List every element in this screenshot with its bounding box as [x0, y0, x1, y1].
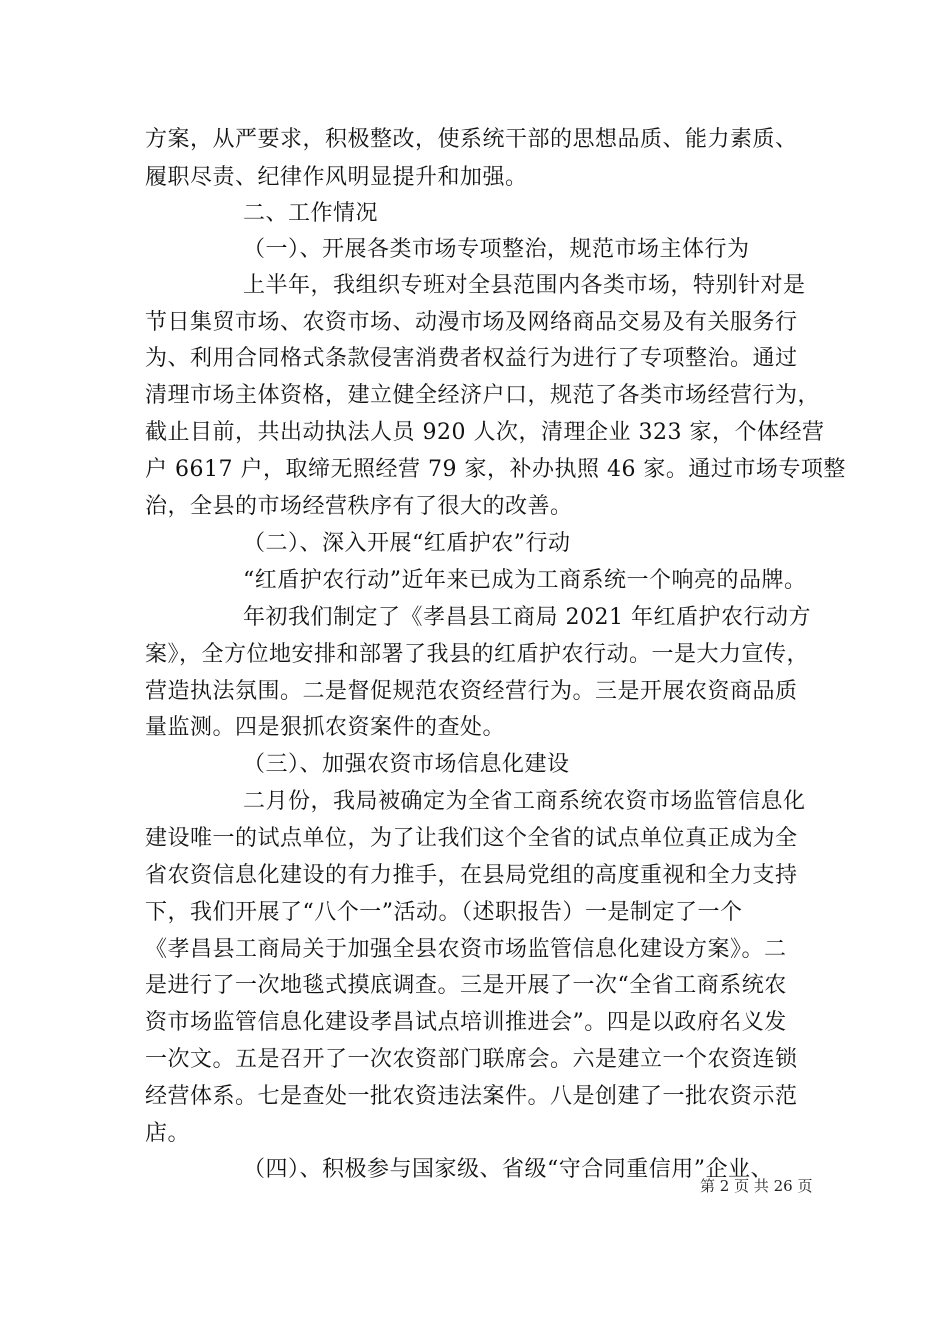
- subsection-heading: （二）、深入开展“红盾护农”行动: [243, 531, 571, 556]
- text-line: 履职尽责、纪律作风明显提升和加强。: [145, 165, 528, 190]
- text-line: 为、利用合同格式条款侵害消费者权益行为进行了专项整治。通过: [145, 346, 798, 371]
- text-line: 资市场监管信息化建设孝昌试点培训推进会”。四是以政府名义发: [145, 1010, 787, 1035]
- text-line: 一次文。五是召开了一次农资部门联席会。六是建立一个农资连锁: [145, 1047, 798, 1072]
- text-line: 年初我们制定了《孝昌县工商局 2021 年红盾护农行动方: [243, 605, 811, 630]
- text-line: 二月份，我局被确定为全省工商系统农资市场监管信息化: [243, 789, 806, 814]
- text-line: 《孝昌县工商局关于加强全县农资市场监管信息化建设方案》。二: [145, 937, 787, 962]
- text-line: 店。: [145, 1121, 191, 1146]
- text-line: 清理市场主体资格，建立健全经济户口，规范了各类市场经营行为，: [145, 383, 821, 408]
- subsection-heading: （一）、开展各类市场专项整治，规范市场主体行为: [243, 237, 750, 262]
- text-line: 建设唯一的试点单位，为了让我们这个全省的试点单位真正成为全: [145, 826, 798, 851]
- text-line: 治，全县的市场经营秩序有了很大的改善。: [145, 494, 573, 519]
- page-number-label: 第 2 页 共 26 页: [700, 1177, 813, 1195]
- page-number-footer: [700, 1176, 820, 1196]
- section-heading: 二、工作情况: [243, 201, 379, 226]
- text-line: 下，我们开展了“八个一”活动。（述职报告）一是制定了一个: [145, 900, 743, 925]
- text-line: 方案，从严要求，积极整改，使系统干部的思想品质、能力素质、: [145, 127, 798, 152]
- text-line: 省农资信息化建设的有力推手，在县局党组的高度重视和全力支持: [145, 863, 798, 888]
- text-line: 营造执法氛围。二是督促规范农资经营行为。三是开展农资商品质: [145, 679, 798, 704]
- subsection-heading: （四）、积极参与国家级、省级“守合同重信用”企业、: [243, 1157, 773, 1182]
- text-line: 是进行了一次地毯式摸底调查。三是开展了一次“全省工商系统农: [145, 973, 787, 998]
- text-line: 上半年，我组织专班对全县范围内各类市场，特别针对是: [243, 273, 806, 298]
- text-line: 截止目前，共出动执法人员 920 人次，清理企业 323 家，个体经营: [145, 420, 825, 445]
- text-line: 量监测。四是狠抓农资案件的查处。: [145, 715, 506, 740]
- subsection-heading: （三）、加强农资市场信息化建设: [243, 752, 570, 777]
- text-line: 节日集贸市场、农资市场、动漫市场及网络商品交易及有关服务行: [145, 310, 798, 335]
- text-line: “红盾护农行动”近年来已成为工商系统一个响亮的品牌。: [243, 568, 807, 593]
- text-line: 户 6617 户，取缔无照经营 79 家，补办执照 46 家。通过市场专项整: [145, 457, 846, 482]
- text-line: 经营体系。七是查处一批农资违法案件。八是创建了一批农资示范: [145, 1084, 798, 1109]
- text-line: 案》，全方位地安排和部署了我县的红盾护农行动。一是大力宣传，: [145, 642, 810, 667]
